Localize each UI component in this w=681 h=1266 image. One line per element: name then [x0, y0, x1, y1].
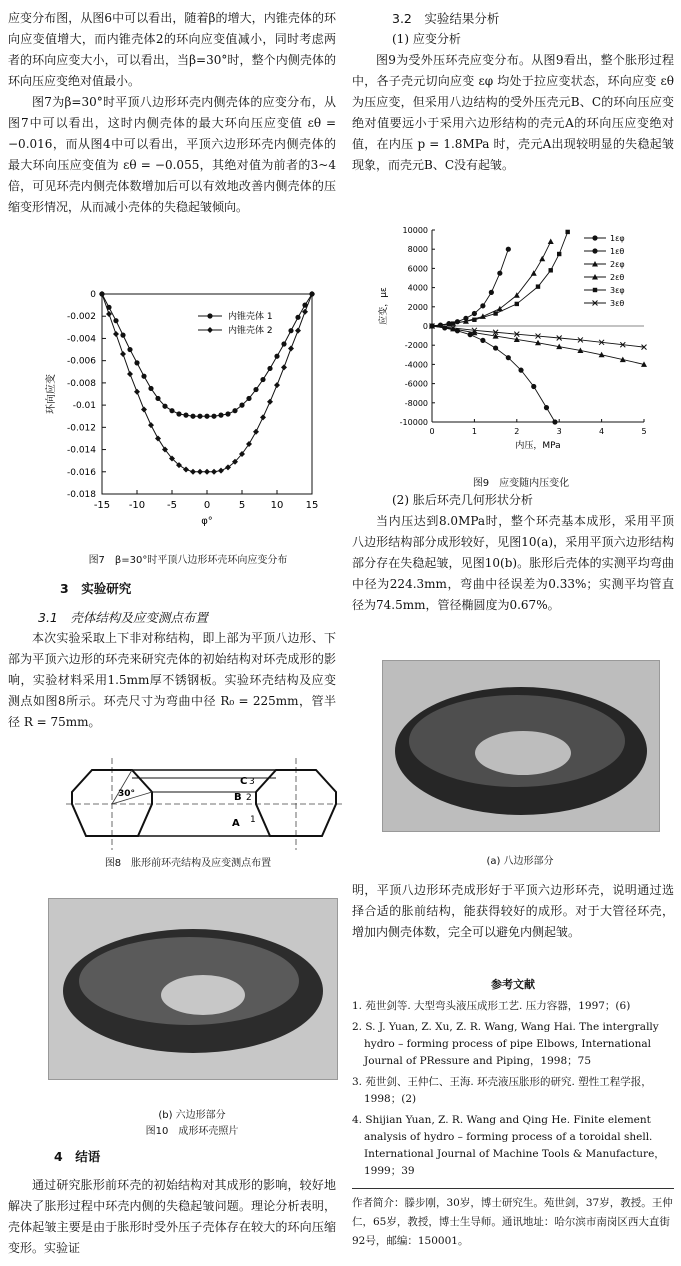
legend-label: 3εθ — [610, 299, 625, 308]
y-tick-label: 6000 — [407, 264, 428, 274]
x-axis-label: 内压，MPa — [515, 441, 561, 451]
legend-label: 1εφ — [610, 234, 625, 243]
author-text: 作者简介：滕步刚，30岁，博士研究生。苑世剑，37岁，教授。王仲仁，65岁，教授，博士生导师。通讯地址：哈尔滨市南岗区西大直街92号，邮编：150001。 — [352, 1197, 673, 1247]
data-point — [519, 368, 523, 372]
series-line — [432, 326, 555, 422]
data-point — [99, 291, 105, 297]
data-point — [121, 333, 125, 337]
left-section-4 — [8, 1146, 336, 1259]
data-point — [489, 290, 493, 294]
y-tick-label: 0 — [90, 290, 96, 300]
figure-9-caption: 图9 应变随内压变化 — [472, 478, 570, 489]
figure-10-caption: 图10 成形环壳照片 — [145, 1126, 239, 1137]
data-point — [135, 361, 139, 365]
data-point — [493, 311, 497, 315]
references-title: 参考文献 — [491, 978, 535, 991]
right-paragraph-1: 图9为受外压环壳应变分布。从图9看出，整个胀形过程中，各子壳元切向应变 εφ 均处于拉应变状态，环向应变 εθ 为压应变，但采用八边结构的受外压壳元B、C的环向压应变绝对值要远小于采用六边形结构的壳元A的环向压应变绝对值，在内压 p = 1.8MPa 时，壳元A出现较明显的失稳起皱现象，而壳元B、C没有起皱。 — [352, 53, 674, 172]
reference-item: 1. 苑世剑等. 大型弯头液压成形工艺. 压力容器，1997；(6) — [352, 1000, 631, 1012]
x-tick-label: 5 — [641, 427, 647, 436]
data-point — [148, 422, 154, 428]
left-column — [8, 8, 336, 218]
data-point — [142, 374, 146, 378]
data-point — [120, 351, 126, 357]
data-point — [557, 252, 561, 256]
y-tick-label: -0.002 — [66, 312, 96, 323]
reference-item: 4. Shijian Yuan, Z. R. Wang and Qing He. Finite element analysis of hydro – forming process of a toroidal shell. International Journal of Machine Tools & Manufacture，1999；39 — [352, 1114, 665, 1177]
data-point — [539, 256, 545, 261]
data-point — [268, 366, 272, 370]
data-point — [183, 467, 189, 473]
right-paragraph-2: 当内压达到8.0MPa时，整个环壳基本成形，采用平顶八边形结构部分成形较好，见图10(a)，采用平顶六边形结构部分存在失稳起皱，见图10(b)。胀形后壳体的实测平均弯曲中径为224.3mm，弯曲中径误差为0.33%；实测平均管直径为74.5mm，管径椭圆度为0.67%。 — [352, 514, 674, 612]
data-point — [274, 382, 280, 388]
data-point — [532, 384, 536, 388]
y-tick-label: -0.008 — [66, 378, 96, 389]
left-paragraph-2: 图7为β=30°时平顶八边形环壳内侧壳体的应变分布，从图7中可以看出，这时内侧壳体的最大环向压应变值 εθ = −0.016，而从图4中可以看出，平顶六边形环壳内侧壳体的最大环向压应变值为 εθ = −0.055，其绝对值为前者的3~4倍，可见环壳内侧壳体数增加后可以有效地改善内侧壳体的压缩变形情况，从而减小壳体的失稳起皱倾向。 — [8, 95, 336, 214]
x-tick-label: 0 — [429, 427, 435, 436]
legend-marker — [207, 327, 213, 333]
data-point — [472, 318, 476, 322]
data-point — [544, 405, 548, 409]
point-B-label: B — [234, 792, 242, 803]
figure-7-chart — [40, 278, 340, 540]
figure-8-diagram — [66, 758, 342, 850]
reference-item: 2. S. J. Yuan, Z. Xu, Z. R. Wang, Wang Hai. The intergrally hydro – forming process of pipe Elbows, International Journal of PRessure and Piping，1998；75 — [352, 1021, 659, 1067]
data-point — [549, 268, 553, 272]
left-paragraph-1: 应变分布图，从图6中可以看出，随着β的增大，内锥壳体的环向应变值增大，而内锥壳体2的环向应变值减小，同时考虑两者的环向应变大小，可以看出，当β=30°时，整个内侧壳体的环向压应变绝对值最小。 — [8, 11, 336, 88]
data-point — [156, 396, 160, 400]
data-point — [506, 355, 510, 359]
point-A-label: A — [232, 818, 240, 829]
y-tick-label: 0 — [422, 322, 428, 331]
data-point — [246, 441, 252, 447]
data-point — [218, 468, 224, 474]
data-point — [233, 408, 237, 412]
data-point — [472, 311, 476, 315]
author-divider — [352, 1188, 674, 1189]
data-point — [113, 331, 119, 337]
x-tick-label: 15 — [305, 500, 319, 511]
data-point — [204, 469, 210, 475]
legend-label: 3εφ — [610, 286, 625, 295]
point-1-label: 1 — [250, 815, 256, 825]
data-point — [275, 354, 279, 358]
left-paragraph-4: 通过研究胀形前环壳的初始结构对其成形的影响，较好地解决了胀形过程中环壳内侧的失稳起皱问题。理论分析表明，壳体起皱主要是由于胀形时受外压子壳体存在较大的环向压缩变形。实验证 — [8, 1178, 336, 1255]
data-point — [267, 399, 273, 405]
series-line — [102, 294, 312, 416]
data-point — [481, 338, 485, 342]
y-tick-label: 4000 — [407, 283, 428, 293]
y-tick-label: 8000 — [407, 245, 428, 255]
x-tick-label: -10 — [128, 500, 146, 511]
y-tick-label: -0.01 — [72, 401, 96, 412]
legend-label: 2εφ — [610, 260, 625, 269]
right-paragraph-3: 明，平顶八边形环壳成形好于平顶六边形环壳，说明通过选择合适的胀前结构，能获得较好的成形。对于大管径环壳，增加内侧壳体数，完全可以避免内侧起皱。 — [352, 883, 674, 939]
y-tick-label: -0.016 — [66, 467, 96, 478]
y-tick-label: -0.004 — [66, 334, 96, 345]
y-tick-label: -2000 — [404, 341, 428, 351]
data-point — [141, 407, 147, 413]
data-point — [515, 302, 519, 306]
data-point — [247, 396, 251, 400]
data-point — [468, 332, 472, 336]
data-point — [548, 239, 554, 245]
x-tick-label: 10 — [270, 500, 284, 511]
data-point — [205, 414, 209, 418]
data-point — [281, 364, 287, 370]
x-tick-label: 0 — [203, 500, 211, 511]
x-tick-label: 5 — [238, 500, 246, 511]
series-line — [432, 242, 551, 326]
reference-item: 3. 苑世剑、王仲仁、王海. 环壳液压胀形的研究. 塑性工程学报，1998；(2) — [352, 1076, 652, 1105]
data-point — [295, 328, 301, 334]
section-3-heading: 3 实验研究 — [60, 581, 132, 596]
plot-frame — [102, 294, 312, 494]
legend-label: 内锥壳体 1 — [228, 312, 273, 322]
y-tick-label: 2000 — [407, 302, 428, 312]
y-axis-label: 环向应变 — [46, 374, 57, 414]
data-point — [261, 377, 265, 381]
figure-9-chart — [376, 220, 666, 460]
y-tick-label: -0.018 — [66, 490, 96, 500]
section-3-2-heading: 3.2 实验结果分析 — [392, 11, 500, 26]
data-point — [163, 404, 167, 408]
data-point — [481, 304, 485, 308]
x-tick-label: 1 — [471, 427, 477, 436]
data-point — [128, 347, 132, 351]
y-tick-label: -0.006 — [66, 356, 96, 367]
data-point — [536, 284, 540, 288]
legend-marker — [593, 288, 597, 292]
data-point — [114, 318, 118, 322]
data-point — [289, 328, 293, 332]
data-point — [212, 414, 216, 418]
data-point — [254, 387, 258, 391]
y-tick-label: -6000 — [404, 379, 428, 389]
y-tick-label: -10000 — [399, 418, 428, 427]
data-point — [155, 435, 161, 441]
data-point — [190, 469, 196, 475]
legend-label: 2εθ — [610, 273, 625, 282]
data-point — [197, 469, 203, 475]
data-point — [553, 420, 557, 424]
data-point — [260, 414, 266, 420]
legend-marker — [593, 249, 597, 253]
references-list — [352, 998, 674, 1184]
data-point — [191, 414, 195, 418]
section-3-1-heading: 3.1 壳体结构及应变测点布置 — [38, 610, 208, 625]
y-tick-label: -0.014 — [66, 445, 96, 456]
data-point — [240, 403, 244, 407]
y-tick-label: -8000 — [404, 398, 428, 408]
angle-label: 30° — [118, 789, 136, 799]
x-tick-label: 2 — [514, 427, 520, 436]
data-point — [253, 429, 259, 435]
data-point — [149, 386, 153, 390]
right-column-top — [352, 8, 674, 176]
right-column-mid — [352, 490, 674, 616]
data-point — [498, 271, 502, 275]
data-point — [288, 345, 294, 351]
section-4-heading: 4 结语 — [54, 1149, 101, 1164]
x-tick-label: -15 — [93, 500, 111, 511]
data-point — [309, 291, 315, 297]
point-3-label: 3 — [249, 777, 255, 787]
data-point — [451, 321, 455, 325]
y-tick-label: -4000 — [404, 360, 428, 370]
y-tick-label: 10000 — [402, 226, 428, 235]
left-paragraph-3: 本次实验采取上下非对称结构，即上部为平顶八边形、下部为平顶六边形的环壳来研究壳体的初始结构对环壳成形的影响，实验材料采用1.5mm厚不锈钢板。实验环壳结构及应变测点如图8所示。环壳尺寸为弯曲中径 R₀ = 225mm，管半径 R = 75mm。 — [8, 631, 336, 729]
figure-10b-caption: (b) 六边形部分 — [158, 1110, 226, 1121]
series-line — [432, 232, 568, 326]
series-line — [102, 294, 312, 472]
y-axis-label: 应变，με — [379, 287, 389, 325]
section-3-2-1-heading: (1) 应变分析 — [392, 32, 461, 46]
data-point — [565, 230, 569, 234]
data-point — [531, 270, 537, 276]
figure-7-caption: 图7 β=30°时平顶八边形环壳环向应变分布 — [88, 555, 288, 566]
point-C-label: C — [240, 776, 248, 787]
data-point — [282, 342, 286, 346]
figure-10b-photo — [48, 898, 338, 1080]
legend-label: 1εθ — [610, 247, 625, 256]
data-point — [184, 413, 188, 417]
figure-10a-caption: (a) 八边形部分 — [486, 856, 554, 867]
data-point — [211, 469, 217, 475]
x-tick-label: 4 — [599, 427, 605, 436]
author-info — [352, 1194, 674, 1251]
figure-10a-photo — [382, 660, 660, 832]
point-2-label: 2 — [246, 793, 252, 803]
x-tick-label: -5 — [167, 500, 177, 511]
data-point — [127, 371, 133, 377]
data-point — [170, 408, 174, 412]
data-point — [296, 315, 300, 319]
right-column-bottom — [352, 880, 674, 943]
data-point — [219, 413, 223, 417]
data-point — [506, 247, 510, 251]
x-tick-label: 3 — [556, 427, 562, 436]
figure-8-caption: 图8 胀形前环壳结构及应变测点布置 — [104, 858, 272, 869]
data-point — [198, 414, 202, 418]
left-section-3 — [8, 578, 336, 733]
legend-marker — [208, 314, 212, 318]
data-point — [134, 389, 140, 395]
data-point — [177, 412, 181, 416]
legend-marker — [593, 236, 597, 240]
y-tick-label: -0.012 — [66, 423, 96, 434]
data-point — [493, 346, 497, 350]
data-point — [226, 412, 230, 416]
x-axis-label: φ° — [201, 516, 213, 527]
section-3-2-2-heading: (2) 胀后环壳几何形状分析 — [392, 493, 533, 507]
legend-label: 内锥壳体 2 — [228, 326, 273, 336]
